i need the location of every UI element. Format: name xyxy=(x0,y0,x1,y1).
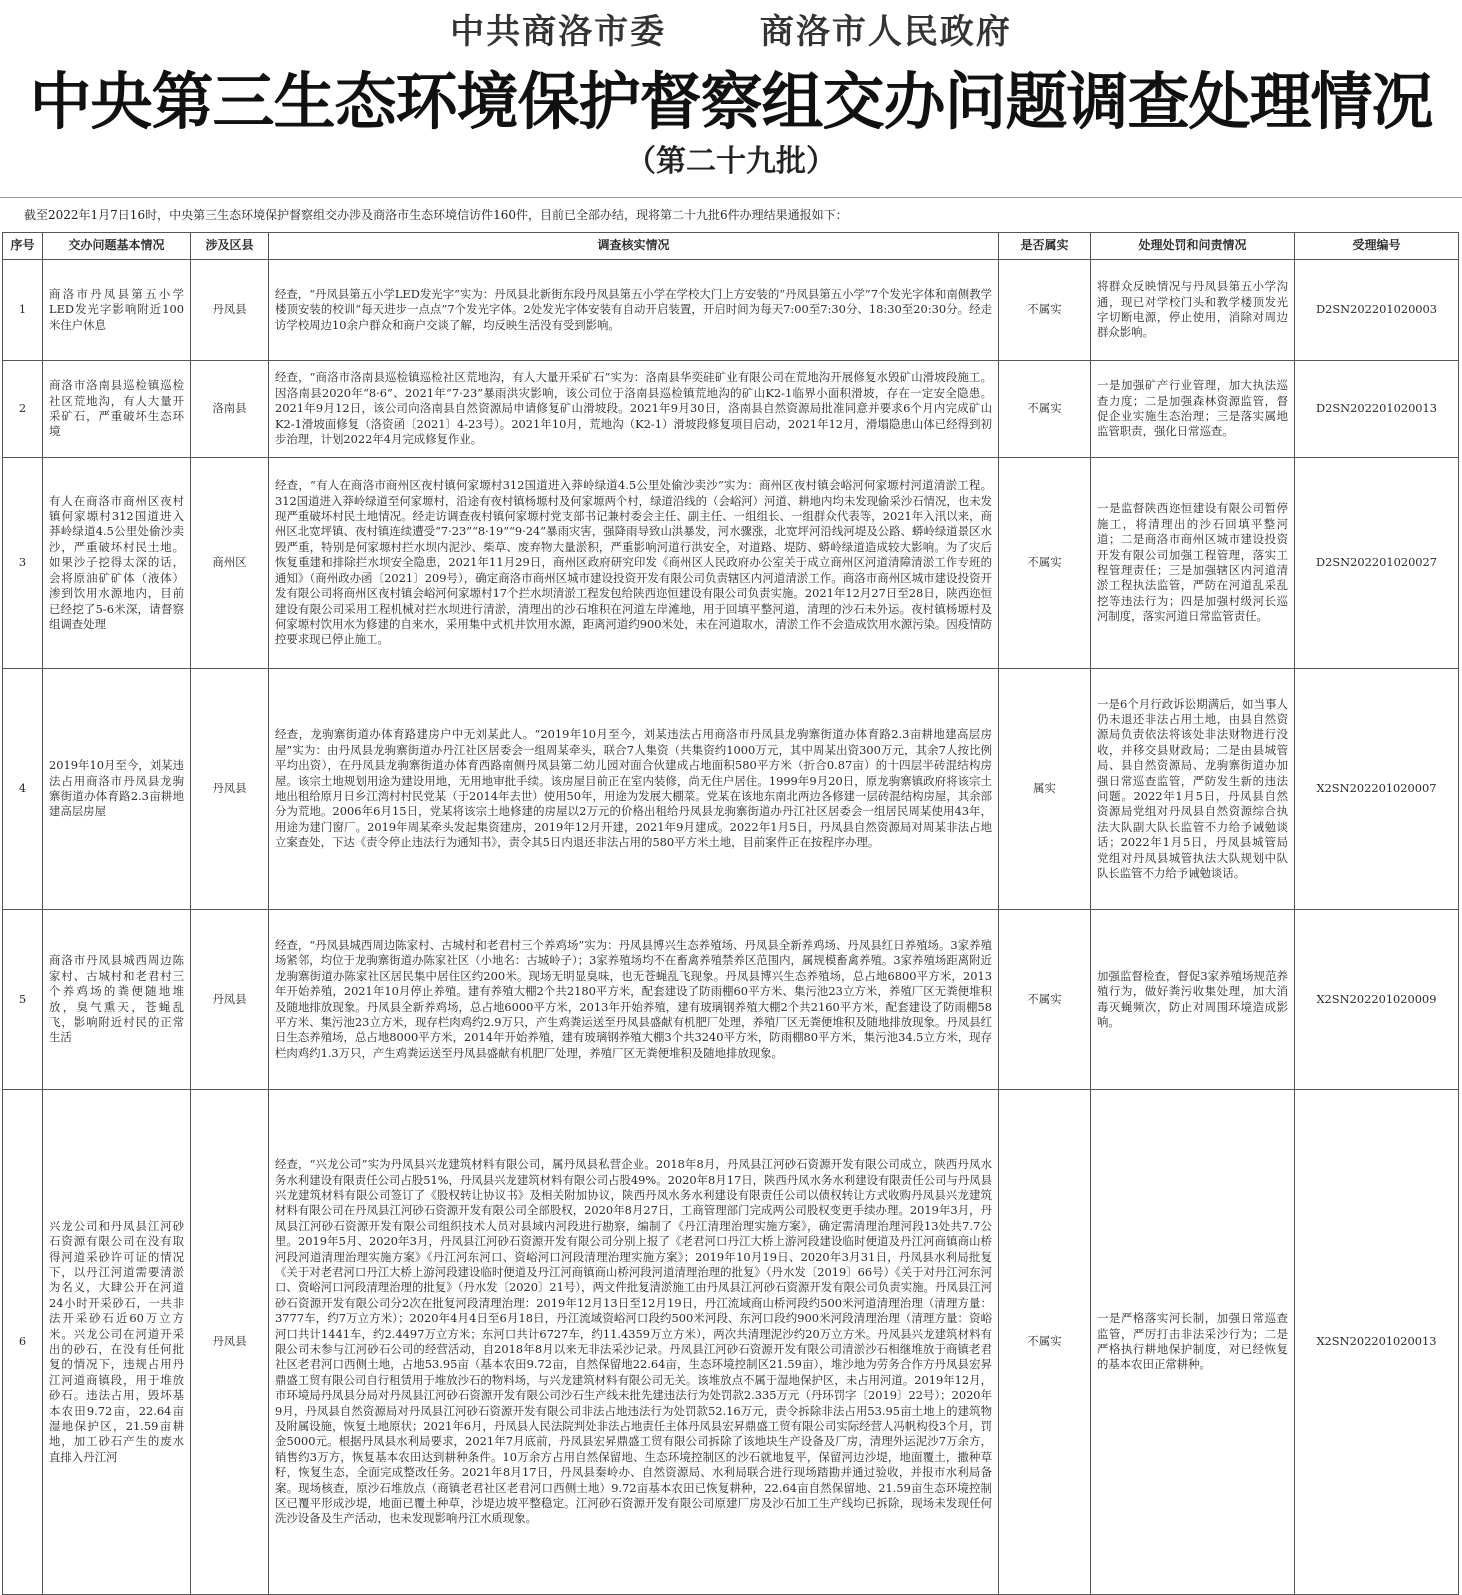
row-county: 丹凤县 xyxy=(191,910,269,1090)
row-issue: 商洛市洛南县巡检镇巡检社区荒地沟，有人大量开采矿石，严重破坏生态环境 xyxy=(43,361,191,458)
row-verified: 不属实 xyxy=(999,910,1091,1090)
row-issue: 有人在商洛市商州区夜村镇何家塬村312国道进入莽岭绿道4.5公里处偷沙卖沙，严重破坏村民土地。如果沙子挖得太深的话，会将原油矿矿体（液体）渗到饮用水源地内，目前已经挖了5-6米深，请督察组调查处理 xyxy=(43,458,191,669)
row-verified: 属实 xyxy=(999,669,1091,910)
row-code: X2SN202201020007 xyxy=(1295,669,1459,910)
table-row xyxy=(3,458,1459,669)
table-row xyxy=(3,910,1459,1090)
table-row xyxy=(3,361,1459,458)
col-header-code: 受理编号 xyxy=(1295,233,1459,260)
row-investigation: 经查，“丹凤县城西周边陈家村、古城村和老君村三个养鸡场”实为：丹凤县博兴生态养殖场、丹凤县全新养鸡场、丹凤县红日养殖场。3家养殖场紧邻，均位于龙驹寨街道办陈家社区（小地名：古城岭子）；3家养殖场均不在畜禽养殖禁养区范围内，属规模畜禽养殖。3家养殖场距离附近龙驹寨街道办陈家社区居民集中居住区约200米。现场无明显臭味，也无苍蝇乱飞现象。丹凤县博兴生态养殖场，总占地6800平方米，2013年开始养殖，2021年10月停止养殖。建有养殖大棚2个共2180平方米，配套建设了防雨棚60平方米、集污池23立方米，养殖厂区无粪便堆积及随地排放现象。丹凤县全新养鸡场，总占地6000平方米，2013年开始养殖，建有玻璃钢养殖大棚2个共2160平方米，配套建设了防雨棚58平方米、集污池23立方米，现存栏肉鸡约2.9万只，产生鸡粪运送至丹凤县盛献有机肥厂处理，养殖厂区无粪便堆积及随地排放现象。丹凤县红日生态养殖场，总占地8000平方米，2014年开始养殖，建有玻璃钢养殖大棚3个共3240平方米，防雨棚80平方米，集污池34.5立方米，现存栏肉鸡约1.3万只，产生鸡粪运送至丹凤县盛献有机肥厂处理，养殖厂区无粪便堆积及随地排放现象。 xyxy=(269,910,999,1090)
table-row xyxy=(3,260,1459,361)
row-verified: 不属实 xyxy=(999,361,1091,458)
row-no: 4 xyxy=(3,669,43,910)
row-county: 丹凤县 xyxy=(191,669,269,910)
issuing-organizations xyxy=(0,4,1462,53)
org-government: 商洛市人民政府 xyxy=(759,12,1012,52)
row-no: 5 xyxy=(3,910,43,1090)
row-handling: 一是监督陕西迩恒建设有限公司暂停施工，将清理出的沙石回填平整河道；二是商洛市商州区城市建设投资开发有限公司加强工程管理，落实工程管理责任；三是加强辖区内河道清淤工程执法监管，严防在河道乱采乱挖等违法行为；四是加强村级河长巡河制度，落实河道日常监管责任。 xyxy=(1091,458,1295,669)
row-handling: 加强监督检查，督促3家养殖场规范养殖行为，做好粪污收集处理，加大消毒灭蝇频次，防止对周围环境造成影响。 xyxy=(1091,910,1295,1090)
row-county: 商州区 xyxy=(191,458,269,669)
org-party-committee: 中共商洛市委 xyxy=(450,12,667,52)
row-issue: 2019年10月至今，刘某违法占用商洛市丹凤县龙驹寨街道办体育路2.3亩耕地建高层房屋 xyxy=(43,669,191,910)
intro-text: 截至2022年1月7日16时，中央第三生态环境保护督察组交办涉及商洛市生态环境信访件160件，目前已全部办结，现将第二十九批6件办理结果通报如下： xyxy=(24,208,848,222)
row-no: 6 xyxy=(3,1090,43,1595)
row-verified: 不属实 xyxy=(999,458,1091,669)
header-divider xyxy=(0,197,1462,198)
row-handling: 一是严格落实河长制，加强日常巡查监管，严厉打击非法采沙行为；二是严格执行耕地保护制度，对已经恢复的基本农田正常耕种。 xyxy=(1091,1090,1295,1595)
row-no: 1 xyxy=(3,260,43,361)
row-code: D2SN202201020003 xyxy=(1295,260,1459,361)
row-code: X2SN202201020013 xyxy=(1295,1090,1459,1595)
row-investigation: 经查，龙驹寨街道办体育路建房户中无刘某此人。“2019年10月至今，刘某违法占用商洛市丹凤县龙驹寨街道办体育路2.3亩耕地建高层房屋”实为：由丹凤县龙驹寨街道办丹江社区居委会一组周某牵头，联合7人集资（共集资约1000万元，其中周某出资300万元，其余7人按比例平均出资），在丹凤县龙驹寨街道办体育西路南侧丹凤县第二幼儿园对面合伙建成占地面积580平方米（折合0.87亩）的十四层半砖混结构房屋。该宗土地规划用途为建设用地，无用地审批手续。该房屋目前正在室内装修，尚无住户居住。1999年9月20日，原龙驹寨镇政府将该宗土地出租给原月日乡江湾村村民党某（于2014年去世）使用50年，用途为发展大棚菜。党某在该地东南北两边各修建一层砖混结构房屋，其余部分为荒地。2006年6月15日，党某将该宗土地修建的房屋以2万元的价格出租给丹凤县龙驹寨街道办丹江社区居委会一组居民周某使用43年，用途为建门窗厂。2019年周某牵头发起集资建房，2019年12月开建，2021年9月建成。2022年1月5日，丹凤县自然资源局对周某非法占地立案查处，下达《责令停止违法行为通知书》，责令其5日内退还非法占用的580平方米土地，目前案件正在按程序办理。 xyxy=(269,669,999,910)
row-investigation: 经查，“有人在商洛市商州区夜村镇何家塬村312国道进入莽岭绿道4.5公里处偷沙卖沙”实为：商州区夜村镇会峪河何家塬村河道清淤工程。312国道进入莽岭绿道至何家塬村，沿途有夜村镇杨塬村及何家塬两个村，绿道沿线的（会峪河）河道、耕地内均未发现偷采沙石情况，也未发现严重破坏村民土地情况。经走访调查夜村镇何家塬村党支部书记兼村委会主任、副主任、一组组长、一组群众代表等，2021年入汛以来，商州区北宽坪镇、夜村镇连续遭受“7·23”“8·19”“9·24”暴雨灾害，强降雨导致山洪暴发，河水骤涨，北宽坪河沿线河堤及公路、蟒岭绿道景区水毁严重，特别是何家塬村拦水坝内泥沙、柴草、废弃物大量淤积，严重影响河道行洪安全，对道路、堤防、蟒岭绿道造成较大影响。为了灾后恢复重建和排除拦水坝安全隐患，2021年11月29日，商州区政府研究印发《商州区人民政府办公室关于成立商州区河道清障清淤工作专班的通知》（商州政办函〔2021〕209号），确定商洛市商州区城市建设投资开发有限公司负责辖区内河道清淤工作。商洛市商州区城市建设投资开发有限公司将商州区夜村镇会峪河何家塬村17个拦水坝清淤工程发包给陕西迩恒建设有限公司负责实施。2021年12月27日至28日，陕西迩恒建设有限公司采用工程机械对拦水坝进行清淤，清理出的沙石堆积在河道左岸滩地，用于回填平整河道，清理的沙石未外运。夜村镇杨塬村及何家塬村饮用水为修建的自来水，采用集中式机井饮用水源，距离河道约900米处，未在河道取水，清淤工作不会造成饮用水源污染。因疫情防控要求现已停止施工。 xyxy=(269,458,999,669)
row-issue: 商洛市丹凤县第五小学LED发光字影响附近100米住户休息 xyxy=(43,260,191,361)
row-investigation: 经查，“兴龙公司”实为丹凤县兴龙建筑材料有限公司，属丹凤县私营企业。2018年8月，丹凤县江河砂石资源开发有限公司成立，陕西丹凤水务水利建设有限责任公司占股51%，丹凤县兴龙建筑材料有限公司占股49%。2020年8月17日，陕西丹凤水务水利建设有限责任公司与丹凤县兴龙建筑材料有限公司签订了《股权转让协议书》及相关附加协议，陕西丹凤水务水利建设有限责任公司以债权转让方式收购丹凤县兴龙建筑材料有限公司在丹凤县江河砂石资源开发有限公司全部股权，2020年8月27日，工商管理部门完成两公司股权变更手续办理。2019年3月，丹凤县江河砂石资源开发有限公司组织技术人员对县域内河段进行勘察，编制了《丹江清理治理实施方案》，确定需清理治理河段13处共7.7公里。2019年5月、2020年3月，丹凤县江河砂石资源开发有限公司分别上报了《老君河口丹江大桥上游河段建设临时便道及丹江河商镇商山桥河段河道清理治理实施方案》《丹江河东河口、资峪河口河段清理治理实施方案》；2019年10月19日、2020年3月31日，丹凤县水利局批复《关于对老君河口丹江大桥上游河段建设临时便道及丹江河商镇商山桥河段河道清理治理的批复》（丹水发〔2019〕66号）《关于对丹江河东河口、资峪河口河段清理治理的批复》（丹水发〔2020〕21号），两文件批复清淤施工由丹凤县江河砂石资源开发有限公司负责实施。丹凤县江河砂石资源开发有限公司分2次在批复河段清理治理：2019年12月13日至12月19日，丹江流域商山桥河段约500米河道清理治理（清理方量：3777车，约7万立方米）；2020年4月4日至6月18日，丹江流域资峪河口段约500米河段、东河口段约900米河段清理治理（清理方量：资峪河口共计1441车，约2.4497万立方米；东河口共计6727车，约11.4359万立方米），两次共清理泥沙约20万立方米。丹凤县兴龙建筑材料有限公司未参与江河砂石公司的经营活动，自2018年8月以来无非法采沙记录。丹凤县江河砂石资源开发有限公司清淤沙石相继堆放于商镇老君社区老君河口西侧土地，占地53.95亩（基本农田9.72亩，自然保留地22.64亩，生态环境控制区21.59亩），堆沙地为劳务合作方丹凤县宏昇鼎盛工贸有限公司自行租赁用于堆放沙石的物料场，与兴龙建筑材料有限公司无关。该堆放点不属于湿地保护区，未占用河道。2019年12月，市环境局丹凤县分局对丹凤县江河砂石资源开发有限公司沙石生产线未批先建违法行为处罚款2.335万元（丹环罚字〔2019〕22号）；2020年9月，丹凤县自然资源局对丹凤县江河砂石资源开发有限公司非法占地违法行为处罚款52.16万元，责令拆除非法占用53.95亩土地上的建筑物及附属设施，恢复土地原状；2021年6月，丹凤县人民法院判处非法占地责任主体丹凤县宏昇鼎盛工贸有限公司实际经营人冯帆构役3个月，罚金5000元。根据丹凤县水利局要求，2021年7月底前，丹凤县宏昇鼎盛工贸有限公司拆除了该地块生产设备及厂房，清理外运泥沙7万余方，销售约3万方，恢复基本农田达到耕种条件。10万余方占用自然保留地、生态环境控制区的沙石就地复平，保留河边沙堤，地面覆土，撒种草籽，恢复生态，全面完成整改任务。2021年8月17日，丹凤县秦岭办、自然资源局、水利局联合进行现场踏勘并通过验收，并报市水利局备案。现场核查，原沙石堆放点（商镇老君社区老君河口西侧土地）9.72亩基本农田已恢复耕种，22.64亩自然保留地、21.59亩生态环境控制区已覆平形成沙堤，地面已覆土种草，沙堤边坡平整稳定。江河砂石资源开发有限公司原建厂房及沙石加工生产线均已拆除，现场未发现任何洗沙设备及生产活动，也未发现影响丹江水质现象。 xyxy=(269,1090,999,1595)
row-code: D2SN202201020027 xyxy=(1295,458,1459,669)
row-no: 3 xyxy=(3,458,43,669)
batch-subtitle: （第二十九批） xyxy=(626,144,836,179)
row-county: 洛南县 xyxy=(191,361,269,458)
row-county: 丹凤县 xyxy=(191,1090,269,1595)
row-verified: 不属实 xyxy=(999,260,1091,361)
row-verified: 不属实 xyxy=(999,1090,1091,1595)
row-handling: 一是加强矿产行业管理，加大执法巡查力度；二是加强森林资源监管，督促企业实施生态治理；三是落实属地监管职责，强化日常巡查。 xyxy=(1091,361,1295,458)
cases-table xyxy=(2,232,1459,1595)
col-header-verified: 是否属实 xyxy=(999,233,1091,260)
row-no: 2 xyxy=(3,361,43,458)
row-county: 丹凤县 xyxy=(191,260,269,361)
col-header-no: 序号 xyxy=(3,233,43,260)
row-handling: 将群众反映情况与丹凤县第五小学沟通，现已对学校门头和教学楼顶发光字切断电源，停止使用，消除对周边群众影响。 xyxy=(1091,260,1295,361)
col-header-issue: 交办问题基本情况 xyxy=(43,233,191,260)
row-handling: 一是6个月行政诉讼期满后，如当事人仍未退还非法占用土地，由县自然资源局负责依法将该处非法财物进行没收，并移交县财政局；二是由县城管局、县自然资源局、龙驹寨街道办加强日常巡查监管，严防发生新的违法问题。2022年1月5日，丹凤县自然资源局党组对丹凤县自然资源综合执法大队副大队长监管不力给予诫勉谈话；2022年1月5日，丹凤县城管局党组对丹凤县城管执法大队规划中队队长监管不力给予诫勉谈话。 xyxy=(1091,669,1295,910)
col-header-investigation: 调查核实情况 xyxy=(269,233,999,260)
page-title: 中央第三生态环境保护督察组交办问题调查处理情况 xyxy=(29,65,1433,138)
row-issue: 商洛市丹凤县城西周边陈家村、古城村和老君村三个养鸡场的粪便随地堆放，臭气熏天，苍蝇乱飞，影响附近村民的正常生活 xyxy=(43,910,191,1090)
row-investigation: 经查，“商洛市洛南县巡检镇巡检社区荒地沟，有人大量开采矿石”实为：洛南县华奕硅矿业有限公司在荒地沟开展修复水毁矿山滑坡段施工。因洛南县2020年“8·6”、2021年“7·23”暴雨洪灾影响，该公司位于洛南县巡检镇荒地沟的矿山K2-1临界小面积滑坡，存在一定安全隐患。2021年9月12日，该公司向洛南县自然资源局申请修复矿山滑坡段。2021年9月30日，洛南县自然资源局批准同意并要求6个月内完成矿山K2-1滑坡面修复（洛资函〔2021〕4-23号）。2021年10月，荒地沟（K2-1）滑坡段修复项目启动，2021年12月，滑塌隐患山体已经得到初步治理，计划2022年4月完成修复作业。 xyxy=(269,361,999,458)
col-header-handling: 处理处罚和问责情况 xyxy=(1091,233,1295,260)
table-row xyxy=(3,669,1459,910)
table-header-row xyxy=(3,233,1459,260)
row-code: D2SN202201020013 xyxy=(1295,361,1459,458)
col-header-county: 涉及区县 xyxy=(191,233,269,260)
table-row xyxy=(3,1090,1459,1595)
row-code: X2SN202201020009 xyxy=(1295,910,1459,1090)
row-investigation: 经查，“丹凤县第五小学LED发光字”实为：丹凤县北新街东段丹凤县第五小学在学校大门上方安装的“丹凤县第五小学”7个发光字体和南侧教学楼顶安装的校训“每天进步一点点”7个发光字体。2处发光字体安装有自动开启装置，开启时间为每天7:00至7:30分、18:30至20:30分。经走访学校周边10余户群众和商户交谈了解，均反映生活没有受到影响。 xyxy=(269,260,999,361)
row-issue: 兴龙公司和丹凤县江河砂石资源有限公司在没有取得河道采砂许可证的情况下，以丹江河道需要清淤为名义，大肆公开在河道24小时开采砂石，一共非法开采砂石近60万立方米。兴龙公司在河道开采出的砂石，在没有任何批复的情况下，违规占用丹江河道商镇段，用于堆放砂石。违法占用，毁坏基本农田9.72亩，22.64亩湿地保护区，21.59亩耕地，加工砂石产生的废水直排入丹江河 xyxy=(43,1090,191,1595)
